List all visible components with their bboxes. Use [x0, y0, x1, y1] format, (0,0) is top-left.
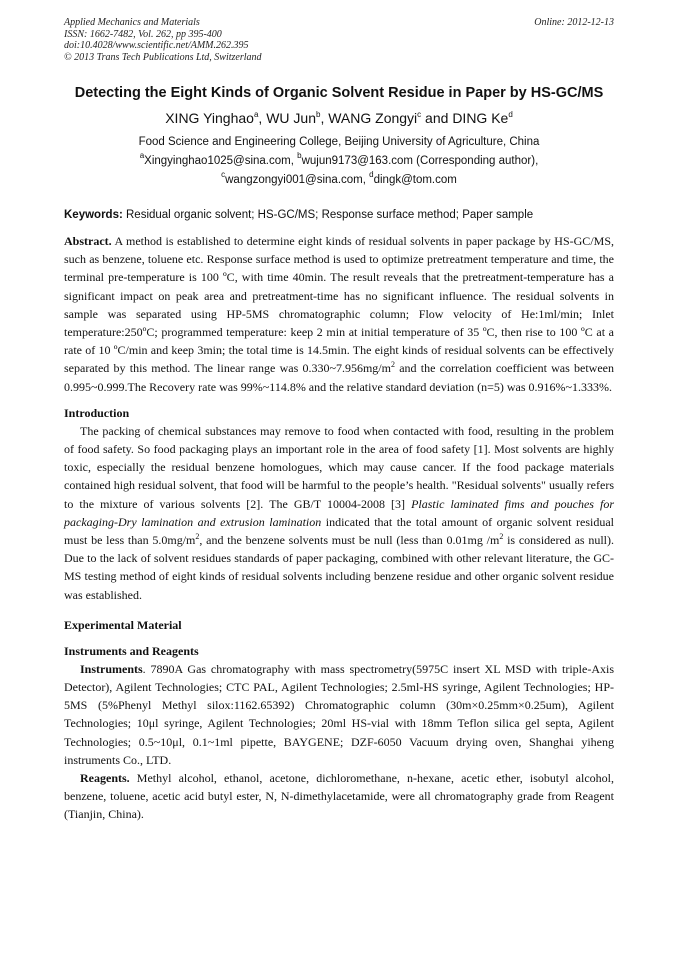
email-a: Xingyinghao1025@sina.com,: [144, 155, 298, 167]
journal-header: [64, 17, 614, 63]
instruments-reagents-subheading: Instruments and Reagents: [64, 643, 199, 658]
email-superscript: c: [221, 170, 226, 179]
introduction-heading: Introduction: [64, 405, 130, 420]
experimental-heading: Experimental Material: [64, 617, 182, 632]
email-line-1: [64, 152, 614, 171]
instruments-label: Instruments: [80, 661, 143, 676]
institution: Food Science and Engineering College, Beijing University of Agriculture, China: [138, 136, 540, 148]
introduction-paragraph: [64, 422, 614, 604]
email-superscript: d: [369, 170, 374, 179]
abstract-text: and the correlation coefficient was between 0.995~0.999.The Recovery rate was 99%~114.8% and the relative standard deviation (n=5) was 0.916%~1.333%.: [64, 361, 614, 394]
keywords: [64, 208, 614, 223]
author-list: XING Yinghao$^a$, WU Jun$^b$, WANG Zongyi$^c$ and DING Ke$^d$: [165, 110, 513, 126]
instruments-paragraph: [64, 660, 614, 769]
paper-title: Detecting the Eight Kinds of Organic Solvent Residue in Paper by HS-GC/MS: [74, 85, 604, 101]
affiliation-block: [64, 133, 614, 190]
standard-title: Plastic laminated fims and pouches for packaging-Dry lamination and extrusion lamination: [64, 496, 615, 529]
instruments-text: . 7890A Gas chromatography with mass spectrometry(5975C insert XL MSD with triple-Axis Detector), Agilent Technologies; CTC PAL, Agilent Technologies; 2.5ml-HS syringe, Agilent Technologies; HP-5MS (5%Phenyl Methyl silox:1162.65392) Chromatographic column (30m×0.25mm×0.25um), Agilent Technologies; 10μl syringe, Agilent Technologies; 20ml HS-vial with 18mm Teflon silica gel septa, Agilent Technologies; 0.5~10μl, 0.1~1ml pipette, BAYGENE; DZF-6050 Vacuum drying oven, Shanghai yiheng instruments Co., LTD.: [64, 661, 614, 767]
abstract-label: Abstract.: [64, 234, 112, 248]
superscript: 2: [499, 532, 504, 542]
superscript: 2: [195, 532, 200, 542]
online-date: Online: 2012-12-13: [534, 17, 614, 28]
abstract: [64, 232, 614, 396]
doi-line: doi:10.4028/www.scientific.net/AMM.262.395: [64, 40, 249, 51]
email-superscript: b: [297, 151, 302, 160]
author-name: XING Yinghao: [165, 110, 254, 126]
copyright-line: © 2013 Trans Tech Publications Ltd, Switzerland: [64, 51, 262, 63]
abstract-text: A method is established to determine eight kinds of residual solvents in paper package by HS-GC/MS, such as benzene, toluene etc. Response surface method is used to optimize pretreatment temperature and time, the terminal pre-temperature is 100 ºC, with time 40min. The result reveals that the pretreatment-temperature has a significant impact on peak area and pretreatment-time has no significant influence. The residual solvents in sample was separated using HP-5MS chromatographic column; Flow velocity of He:1ml/min; Inlet temperature:250ºC; programmed temperature: keep 2 min at initial temperature of 35 ºC, then rise to 100 ºC at a rate of 10 ºC/min and keep 3min; the total time is 14.5min. The eight kinds of residual solvents can be effectively separated by this method. The linear range was 0.330~7.956mg/m: [64, 234, 614, 376]
intro-text: indicated that the total amount of organic solvent residual must be less than 5.0mg/m: [64, 514, 615, 548]
author-name: WU Jun: [266, 110, 316, 126]
journal-name: Applied Mechanics and Materials: [64, 17, 200, 28]
author-name: DING Ke: [452, 110, 509, 126]
reagents-paragraph: [64, 769, 614, 824]
author-superscript: a: [253, 110, 259, 119]
issn-line: ISSN: 1662-7482, Vol. 262, pp 395-400: [64, 28, 222, 40]
email-line-2: [64, 171, 614, 190]
author-name: WANG Zongyi: [328, 110, 418, 126]
reagents-text: Methyl alcohol, ethanol, acetone, dichloromethane, n-hexane, acetic ether, isobutyl alcohol, benzene, toluene, acetic acid butyl ester, N, N-dimethylacetamide, were all chromatography grade from Reagent (Tianjin, China).: [64, 771, 614, 822]
author-superscript: d: [508, 110, 513, 119]
email-c: wangzongyi001@sina.com,: [225, 174, 370, 186]
keywords-label: Keywords:: [64, 209, 123, 221]
intro-text: The packing of chemical substances may remove to food when contacted with food, resulting in the problem of food safety. So food packaging plays an important role in the area of food safety [1]. Most solvents are highly toxic, especially the residual benzene homologues, which may cause cancer. If the food package materials contained high residual solvent, that food will be harmful to the people’s health. "Residual solvents" usually refers to the mixture of various solvents [2]. The GB/T 10004-2008 [3]: [64, 423, 614, 511]
superscript: 2: [390, 360, 395, 370]
intro-text: , and the benzene solvents must be null (less than 0.01mg /m: [199, 533, 500, 548]
email-b: wujun9173@163.com (Corresponding author),: [301, 155, 539, 167]
email-d: dingk@tom.com: [373, 174, 457, 186]
author-superscript: b: [315, 110, 321, 119]
reagents-label: Reagents.: [80, 771, 130, 786]
keywords-text: Residual organic solvent; HS-GC/MS; Response surface method; Paper sample: [122, 209, 534, 221]
author-conjunction: and: [421, 110, 453, 126]
author-superscript: c: [417, 110, 422, 119]
intro-text: is considered as null). Due to the lack of solvent residues standards of paper packaging, combined with other relevant literature, the GC-MS testing method of eight kinds of residual solvents including benzene residue and other organic solvent residue was established.: [64, 533, 614, 602]
email-superscript: a: [139, 151, 145, 160]
